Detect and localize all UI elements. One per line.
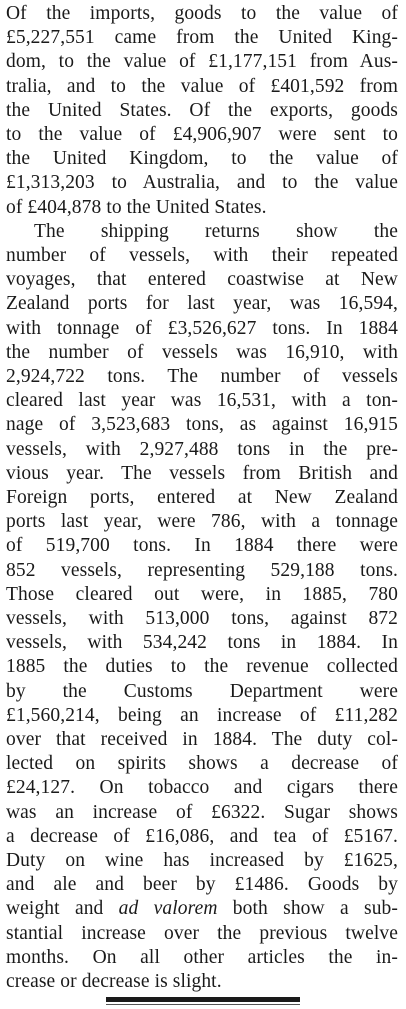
article-line: Those cleared out were, in 1885, 780 bbox=[6, 583, 398, 605]
article-line: 2,924,722 tons. The number of vessels bbox=[6, 366, 398, 387]
article-line: dom, to the value of £1,177,151 from Aus- bbox=[6, 51, 398, 73]
article-line: £24,127. On tobacco and cigars there bbox=[6, 777, 398, 799]
article-line: crease or decrease is slight. bbox=[6, 971, 222, 992]
article-line: by the Customs Department were bbox=[6, 680, 398, 702]
article-line: number of vessels, with their repeated bbox=[6, 245, 398, 266]
article-line: The shipping returns show the bbox=[34, 220, 398, 242]
article-line: nage of 3,523,683 tons, as against 16,915 bbox=[6, 414, 398, 436]
article-line: vessels, with 534,242 tons in 1884. In bbox=[6, 632, 398, 654]
article-line: 1885 the duties to the revenue collected bbox=[6, 656, 398, 678]
article-line: vessels, with 2,927,488 tons in the pre- bbox=[6, 438, 398, 460]
article-line: and ale and beer by £1486. Goods by bbox=[6, 874, 398, 896]
article-line: the United States. Of the exports, goods bbox=[6, 99, 398, 121]
article-line: over that received in 1884. The duty col- bbox=[6, 729, 398, 750]
article-line: the number of vessels was 16,910, with bbox=[6, 341, 398, 363]
article-line: was an increase of £6322. Sugar shows bbox=[6, 801, 398, 823]
article-line: to the value of £4,906,907 were sent to bbox=[6, 124, 398, 145]
article-line: £1,560,214, being an increase of £11,282 bbox=[6, 704, 398, 726]
article-line: the United Kingdom, to the value of bbox=[6, 148, 398, 170]
article-line: months. On all other articles the in- bbox=[6, 946, 398, 968]
article-line: ports last year, were 786, with a tonnage bbox=[6, 511, 398, 533]
article-line: vessels, with 513,000 tons, against 872 bbox=[6, 608, 398, 629]
article-line: vious year. The vessels from British and bbox=[6, 462, 398, 484]
article-line: Duty on wine has increased by £1625, bbox=[6, 850, 398, 871]
article-line: Of the imports, goods to the value of bbox=[6, 3, 398, 24]
article-line: of 519,700 tons. In 1884 there were bbox=[6, 535, 398, 557]
article-line: £5,227,551 came from the United King- bbox=[6, 27, 398, 49]
column-end-rule-underline bbox=[106, 1004, 300, 1005]
article-line: lected on spirits shows a decrease of bbox=[6, 753, 398, 775]
article-line: tralia, and to the value of £401,592 from bbox=[6, 75, 398, 97]
article-line: Foreign ports, entered at New Zealand bbox=[6, 487, 398, 508]
article-line: Zealand ports for last year, was 16,594, bbox=[6, 293, 398, 315]
article-line: of £404,878 to the United States. bbox=[6, 196, 267, 218]
column-end-rule bbox=[106, 997, 300, 1002]
article-line: a decrease of £16,086, and tea of £5167. bbox=[6, 825, 398, 847]
article-line: cleared last year was 16,531, with a ton- bbox=[6, 390, 398, 412]
article-line: with tonnage of £3,526,627 tons. In 1884 bbox=[6, 317, 398, 339]
article-line: stantial increase over the previous twelve bbox=[6, 922, 398, 944]
article-line: 852 vessels, representing 529,188 tons. bbox=[6, 559, 398, 581]
article-line: weight and ad valorem both show a sub- bbox=[6, 898, 398, 920]
article-line: voyages, that entered coastwise at New bbox=[6, 269, 398, 291]
article-line: £1,313,203 to Australia, and to the value bbox=[6, 172, 398, 194]
